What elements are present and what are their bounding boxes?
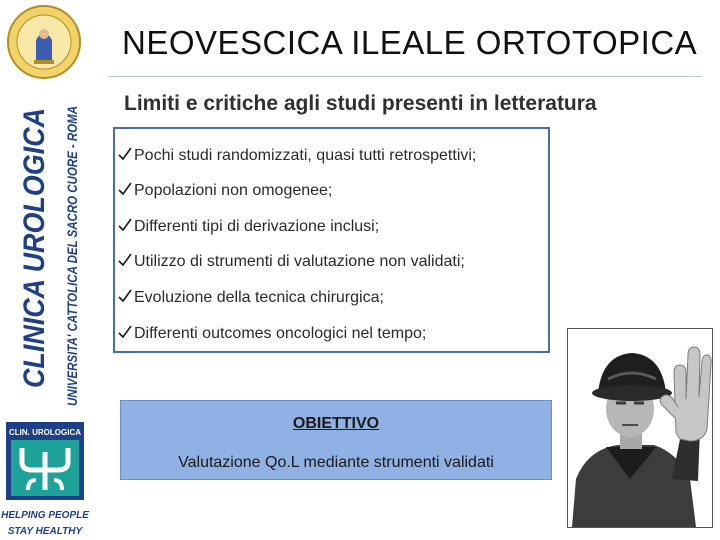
list-item	[117, 146, 476, 170]
svg-text:CLIN. UROLOGICA: CLIN. UROLOGICA	[9, 428, 81, 437]
vertical-clinic-title	[14, 75, 54, 398]
checkmark-icon	[117, 252, 133, 268]
list-item	[117, 217, 379, 241]
objective-text: Valutazione Qo.L mediante strumenti validati	[178, 454, 494, 471]
list-item-text: Pochi studi randomizzati, quasi tutti retrospettivi;	[134, 147, 477, 164]
list-item	[117, 181, 332, 205]
slide-title: NEOVESCICA ILEALE ORTOTOPICA	[122, 24, 698, 61]
list-item-text: Differenti outcomes oncologici nel tempo;	[134, 325, 427, 342]
checkmark-icon	[117, 288, 133, 304]
list-item-text: Popolazioni non omogenee;	[134, 182, 333, 199]
firefighter-stop-photo	[567, 328, 713, 528]
svg-text:UNIVERSITA' CATTOLICA DEL SACR: UNIVERSITA' CATTOLICA DEL SACRO CUORE - ROMA	[64, 40, 80, 406]
checkmark-icon	[117, 217, 133, 233]
list-item-text: Differenti tipi di derivazione inclusi;	[134, 218, 380, 235]
svg-text:STAY HEALTHY: STAY HEALTHY	[7, 526, 83, 537]
svg-text:HELPING PEOPLE: HELPING PEOPLE	[1, 510, 89, 521]
objective-heading: OBIETTIVO	[292, 415, 380, 432]
list-item	[117, 252, 465, 276]
svg-text:CLINICA UROLOGICA: CLINICA UROLOGICA	[18, 75, 51, 388]
list-item-text: Utilizzo di strumenti di valutazione non validati;	[134, 253, 465, 270]
list-item-text: Evoluzione della tecnica chirurgica;	[134, 289, 384, 306]
vertical-university-name	[58, 40, 84, 410]
clinic-logo	[1, 422, 89, 540]
university-seal-icon	[6, 4, 82, 80]
title-divider	[108, 76, 702, 77]
sidebar	[0, 0, 96, 540]
objective-box	[120, 400, 552, 480]
checkmark-icon	[117, 324, 133, 340]
list-item	[117, 288, 384, 312]
slide-subtitle: Limiti e critiche agli studi presenti in letteratura	[124, 92, 597, 115]
checkmark-icon	[117, 181, 133, 197]
checkmark-icon	[117, 146, 133, 162]
limitations-list	[113, 127, 550, 353]
firefighter-illustration	[568, 329, 712, 527]
list-item	[117, 324, 426, 348]
